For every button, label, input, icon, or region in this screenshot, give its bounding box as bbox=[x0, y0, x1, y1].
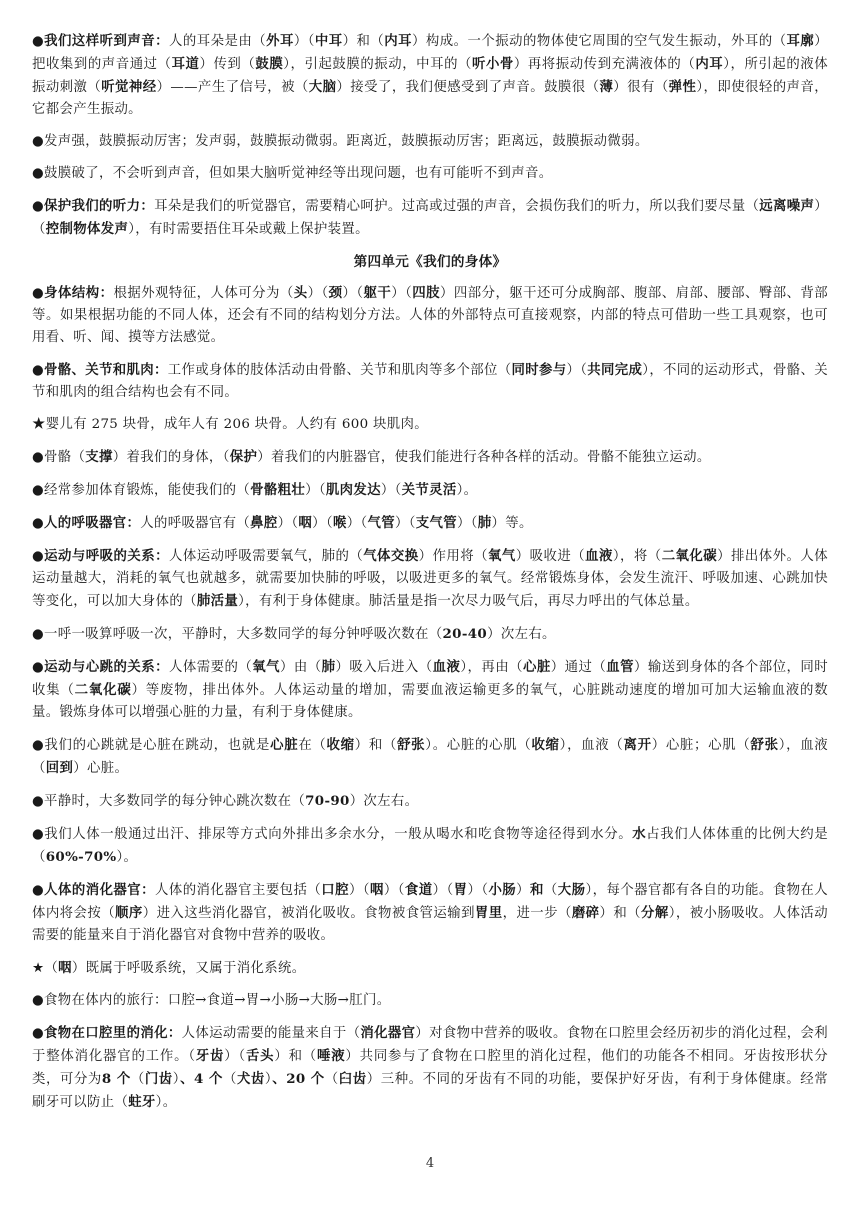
paragraph: ★（咽）既属于呼吸系统，又属于消化系统。 bbox=[32, 960, 306, 976]
document-page bbox=[32, 30, 828, 1124]
paragraph: ●平静时，大多数同学的每分钟心跳次数在（70-90）次左右。 bbox=[32, 793, 419, 809]
paragraph: ●食物在体内的旅行：口腔→食道→胃→小肠→大肠→肛门。 bbox=[32, 993, 391, 1008]
paragraph: ●我们人体一般通过出汗、排尿等方式向外排出多余水分，一般从喝水和吃食物等途径得到水分。水占我们人体体重的比例大约是（60%-70%）。 bbox=[32, 826, 828, 865]
paragraph: ●鼓膜破了，不会听到声音，但如果大脑听觉神经等出现问题，也有可能听不到声音。 bbox=[32, 166, 553, 181]
paragraph: ●我们这样听到声音：人的耳朵是由（外耳）（中耳）和（内耳）构成。一个振动的物体使它周围的空气发生振动，外耳的（耳廓）把收集到的声音通过（耳道）传到（鼓膜），引起鼓膜的振动，中耳的（听小骨）再将振动传到充满液体的（内耳），所引起的液体振动刺激（听觉神经）——产生了信号，被（大脑）接受了，我们便感受到了声音。鼓膜很（薄）很有（弹性），即使很轻的声音，它都会产生振动。 bbox=[32, 33, 829, 117]
paragraph: ●人体的消化器官：人体的消化器官主要包括（口腔）（咽）（食道）（胃）（小肠）和（大肠），每个器官都有各自的功能。食物在人体内将会按（顺序）进入这些消化器官，被消化吸收。食物被食管运输到胃里，进一步（磨碎）和（分解），被小肠吸收。人体活动需要的能量来自于消化器官对食物中营养的吸收。 bbox=[32, 882, 829, 943]
paragraph: ●运动与心跳的关系：人体需要的（氧气）由（肺）吸入后进入（血液），再由（心脏）通过（血管）输送到身体的各个部位，同时收集（二氧化碳）等废物，排出体外。人体运动量的增加，需要血液运输更多的氧气，心脏跳动速度的增加可加大运输血液的数量。锻炼身体可以增强心脏的力量，有利于身体健康。 bbox=[32, 659, 829, 720]
section-heading: 第四单元《我们的身体》 bbox=[353, 254, 507, 270]
paragraph: ●骨骼、关节和肌肉：工作或身体的肢体活动由骨骼、关节和肌肉等多个部位（同时参与）（共同完成），不同的运动形式，骨骼、关节和肌肉的组合结构也会有不同。 bbox=[32, 362, 829, 400]
paragraph: ●人的呼吸器官：人的呼吸器官有（鼻腔）（咽）（喉）（气管）（支气管）（肺）等。 bbox=[32, 515, 533, 531]
paragraph: ●骨骼（支撑）着我们的身体，（保护）着我们的内脏器官，使我们能进行各种各样的活动。骨骼不能独立运动。 bbox=[32, 449, 711, 465]
paragraph: ●我们的心跳就是心脏在跳动，也就是心脏在（收缩）和（舒张）。心脏的心肌（收缩），血液（离开）心脏；心肌（舒张），血液（回到）心脏。 bbox=[32, 737, 829, 776]
paragraph: ●一呼一吸算呼吸一次，平静时，大多数同学的每分钟呼吸次数在（20-40）次左右。 bbox=[32, 626, 556, 642]
paragraph: ●发声强，鼓膜振动厉害；发声弱，鼓膜振动微弱。距离近，鼓膜振动厉害；距离远，鼓膜振动微弱。 bbox=[32, 134, 649, 149]
paragraph: ●运动与呼吸的关系：人体运动呼吸需要氧气，肺的（气体交换）作用将（氧气）吸收进（血液），将（二氧化碳）排出体外。人体运动量越大，消耗的氧气也就越多，就需要加快肺的呼吸，以吸进更多的氧气。经常锻炼身体，会发生流汗、呼吸加速、心跳加快等变化，可以加大身体的（肺活量），有利于身体健康。肺活量是指一次尽力吸气后，再尽力呼出的气体总量。 bbox=[32, 548, 829, 609]
paragraph: ●保护我们的听力：耳朵是我们的听觉器官，需要精心呵护。过高或过强的声音，会损伤我们的听力，所以我们要尽量（远离噪声）（控制物体发声），有时需要捂住耳朵或戴上保护装置。 bbox=[32, 198, 828, 237]
paragraph: ●经常参加体育锻炼，能使我们的（骨骼粗壮）（肌肉发达）（关节灵活）。 bbox=[32, 482, 478, 498]
page-number: 4 bbox=[425, 1156, 435, 1171]
paragraph: ●食物在口腔里的消化：人体运动需要的能量来自于（消化器官）对食物中营养的吸收。食物在口腔里会经历初步的消化过程，会利于整体消化器官的工作。（牙齿）（舌头）和（唾液）共同参与了食物在口腔里的消化过程，他们的功能各不相同。牙齿按形状分类，可分为8 个（门齿）、4 个（犬齿）、20 个（臼齿）三种。不同的牙齿有不同的功能，要保护好牙齿，有利于身体健康。经常刷牙可以防止（蛀牙）。 bbox=[32, 1025, 828, 1110]
paragraph: ★婴儿有 275 块骨，成年人有 206 块骨。人约有 600 块肌肉。 bbox=[32, 417, 429, 432]
paragraph: ●身体结构：根据外观特征，人体可分为（头）（颈）（躯干）（四肢）四部分，躯干还可分成胸部、腹部、肩部、腰部、臀部、背部等。如果根据功能的不同人体，还会有不同的结构划分方法。人体的外部特点可直接观察，内部的特点可借助一些工具观察，也可用看、听、闻、摸等方法感觉。 bbox=[32, 285, 829, 345]
